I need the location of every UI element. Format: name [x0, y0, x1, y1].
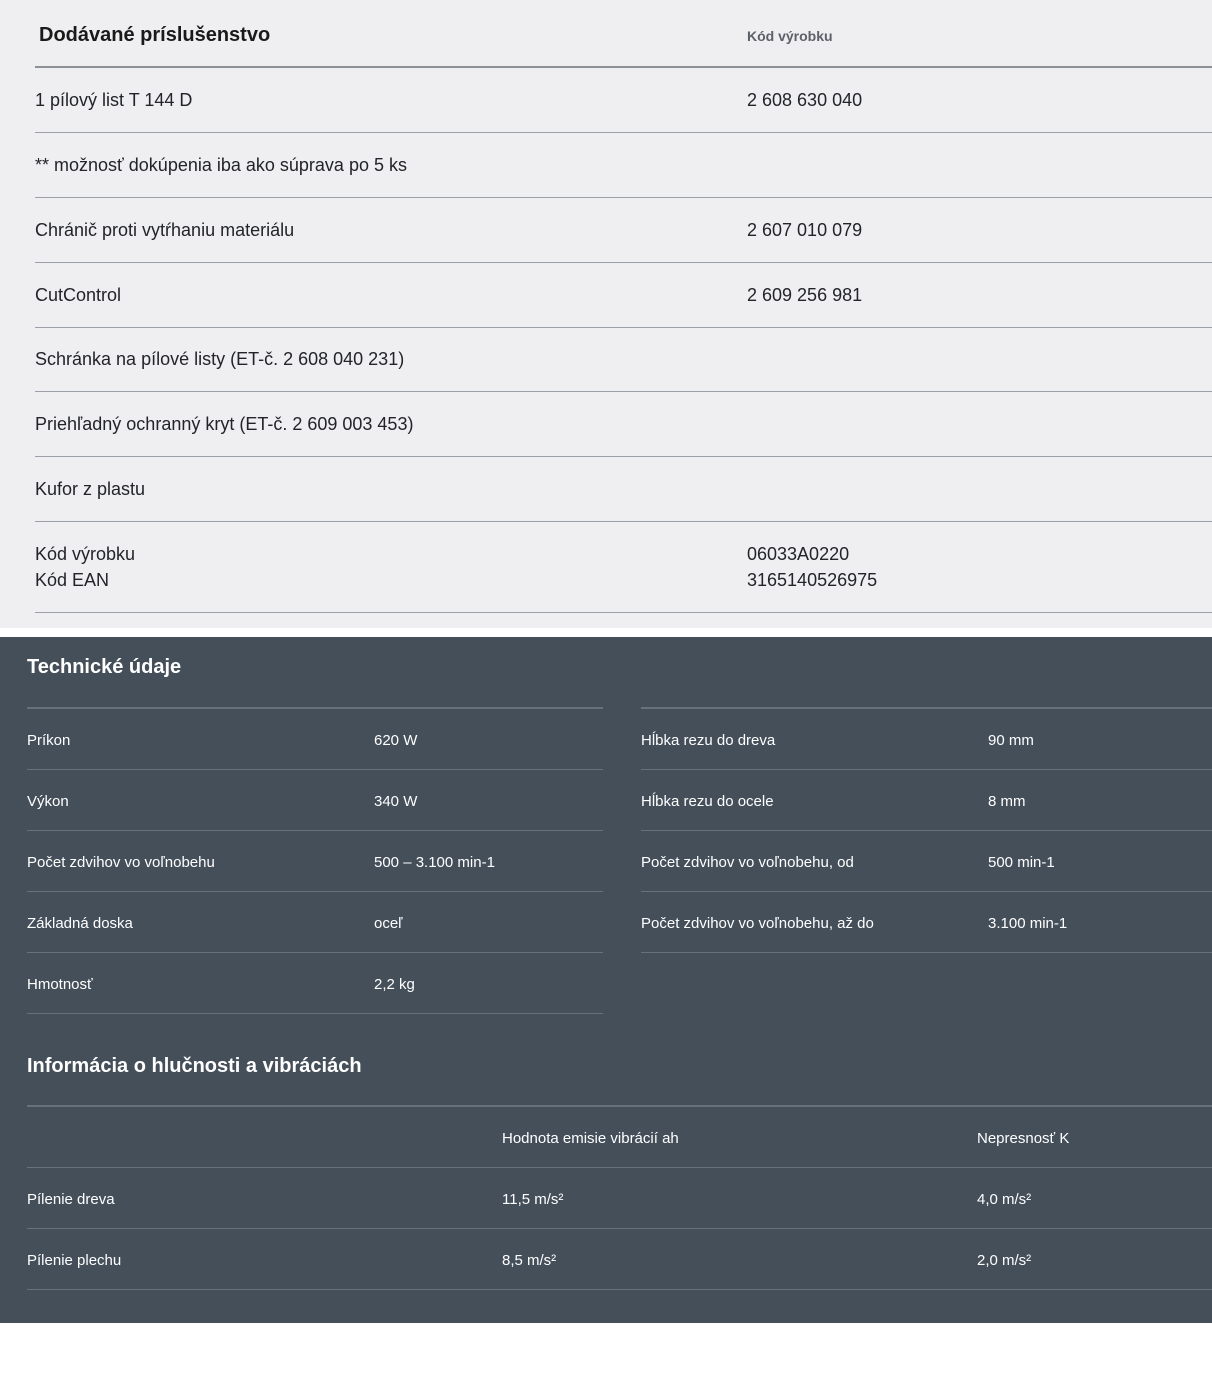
spec-row — [641, 831, 1212, 892]
spec-label: Počet zdvihov vo voľnobehu, až do — [641, 915, 874, 932]
accessory-name: 1 pílový list T 144 D — [35, 90, 193, 110]
ean-value: 3165140526975 — [747, 570, 878, 590]
product-id-values — [747, 541, 877, 593]
technical-title: Technické údaje — [27, 656, 182, 678]
accessory-row — [35, 68, 1212, 133]
spec-row — [641, 770, 1212, 831]
accessory-name: Schránka na pílové listy (ET-č. 2 608 040 231) — [35, 349, 405, 369]
spec-value: 8 mm — [988, 793, 1026, 810]
noise-row — [27, 1168, 1212, 1229]
noise-label: Pílenie dreva — [27, 1191, 115, 1208]
spec-value: oceľ — [374, 915, 403, 932]
spec-value: 90 mm — [988, 732, 1034, 749]
spec-row — [27, 709, 603, 770]
spec-label: Základná doska — [27, 915, 133, 932]
spec-value: 2,2 kg — [374, 976, 415, 993]
accessory-row — [35, 133, 1212, 198]
noise-emission: 11,5 m/s² — [502, 1191, 564, 1208]
accessory-name: Kufor z plastu — [35, 479, 146, 499]
accessory-code: 2 607 010 079 — [747, 220, 863, 240]
spec-value: 500 – 3.100 min-1 — [374, 854, 495, 871]
accessory-row — [35, 263, 1212, 328]
spec-row — [641, 709, 1212, 770]
accessories-section — [0, 0, 1212, 628]
spec-label: Hmotnosť — [27, 976, 93, 993]
spec-label: Výkon — [27, 793, 69, 810]
accessory-name: ** možnosť dokúpenia iba ako súprava po 5 ks — [35, 155, 407, 175]
accessory-row — [35, 198, 1212, 263]
noise-title: Informácia o hlučnosti a vibráciách — [27, 1055, 362, 1077]
spec-label: Počet zdvihov vo voľnobehu — [27, 854, 215, 871]
spec-row — [27, 892, 603, 953]
accessory-code: 2 609 256 981 — [747, 285, 863, 305]
accessories-title: Dodávané príslušenstvo — [39, 24, 271, 46]
spec-label: Hĺbka rezu do ocele — [641, 793, 774, 810]
noise-header-uncertainty: Nepresnosť K — [977, 1130, 1070, 1147]
spec-column-left — [27, 707, 603, 1014]
product-id-row — [35, 522, 1212, 613]
noise-table — [27, 1105, 1212, 1290]
noise-emission: 8,5 m/s² — [502, 1252, 557, 1269]
product-id-labels — [35, 541, 135, 593]
accessory-name: Priehľadný ochranný kryt (ET-č. 2 609 003 453) — [35, 414, 414, 434]
spec-value: 500 min-1 — [988, 854, 1055, 871]
accessory-code: 2 608 630 040 — [747, 90, 863, 110]
spec-row — [27, 831, 603, 892]
spec-column-right — [641, 707, 1212, 953]
noise-header-row — [27, 1107, 1212, 1168]
accessories-header — [35, 0, 1212, 68]
noise-label: Pílenie plechu — [27, 1252, 122, 1269]
noise-row — [27, 1229, 1212, 1290]
spec-label: Hĺbka rezu do dreva — [641, 732, 776, 749]
accessory-name: Chránič proti vytŕhaniu materiálu — [35, 220, 295, 240]
product-code-value: 06033A0220 — [747, 544, 850, 564]
accessory-name: CutControl — [35, 285, 122, 305]
spec-value: 3.100 min-1 — [988, 915, 1068, 932]
accessory-row — [35, 392, 1212, 457]
spec-row — [27, 770, 603, 831]
spec-row — [27, 953, 603, 1014]
accessory-row — [35, 457, 1212, 522]
spec-label: Počet zdvihov vo voľnobehu, od — [641, 854, 854, 871]
accessory-row — [35, 328, 1212, 392]
technical-section — [0, 637, 1212, 1323]
product-code-column-header: Kód výrobku — [747, 28, 833, 44]
spec-value: 620 W — [374, 732, 418, 749]
spec-label: Príkon — [27, 732, 71, 749]
spec-row — [641, 892, 1212, 953]
ean-label: Kód EAN — [35, 570, 110, 590]
noise-uncertainty: 2,0 m/s² — [977, 1252, 1032, 1269]
product-code-label: Kód výrobku — [35, 544, 136, 564]
noise-uncertainty: 4,0 m/s² — [977, 1191, 1032, 1208]
spec-value: 340 W — [374, 793, 418, 810]
noise-header-emission: Hodnota emisie vibrácií ah — [502, 1130, 679, 1147]
